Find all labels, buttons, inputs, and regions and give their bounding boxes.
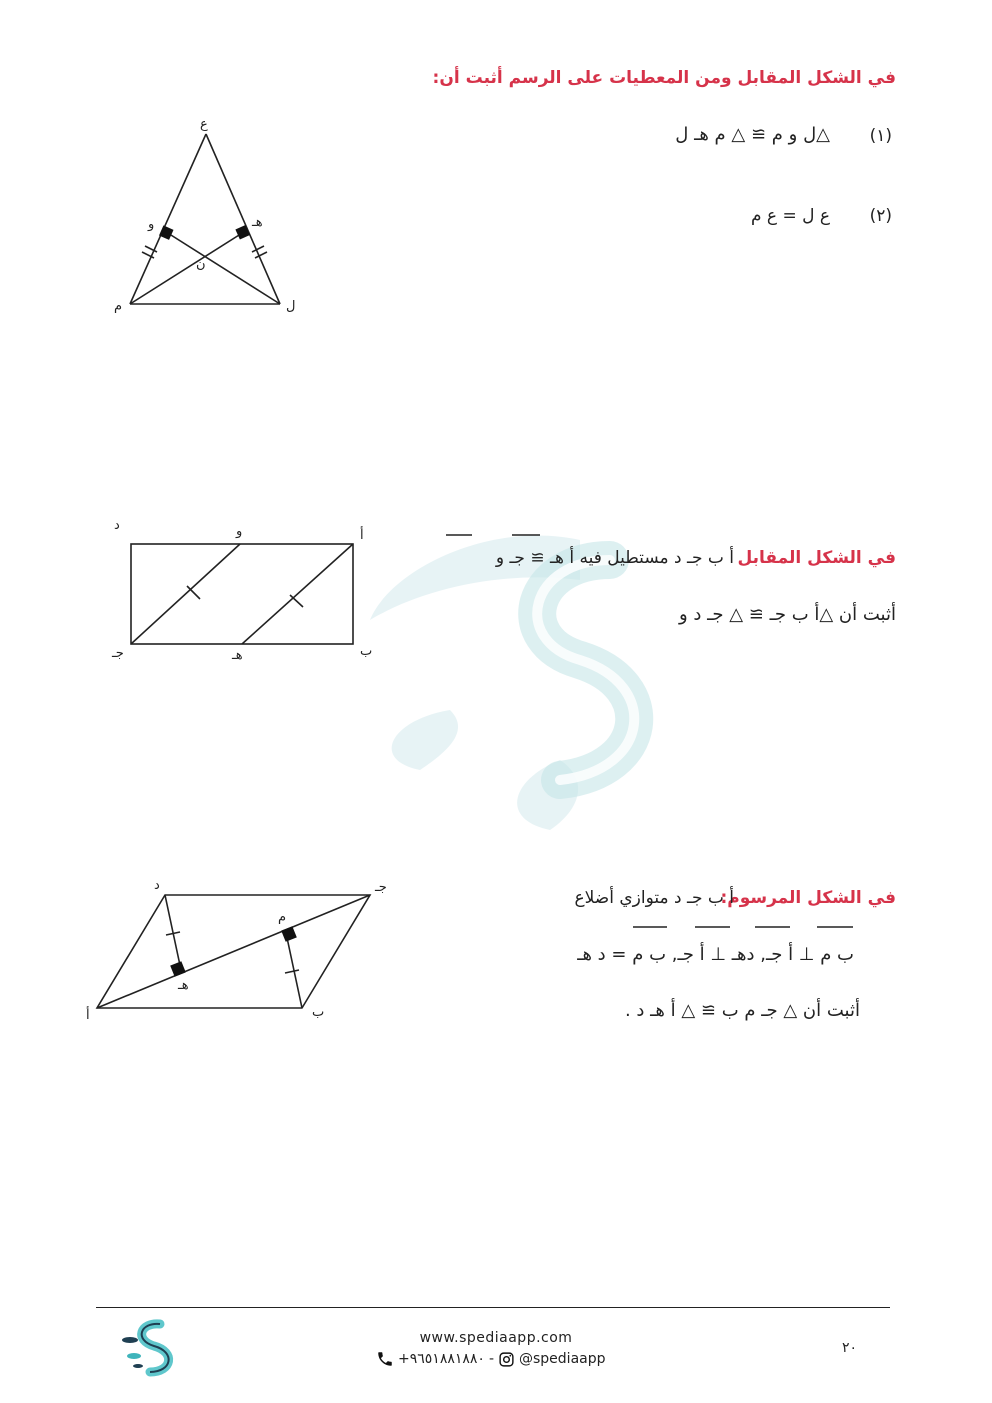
page-number: ٢٠ — [842, 1340, 858, 1356]
label-ain: ع — [200, 117, 208, 132]
problem1-item1-number: (١) — [869, 126, 892, 146]
label-meem: م — [278, 910, 287, 925]
spedia-logo — [110, 1318, 200, 1378]
problem3-parallelogram-figure — [80, 875, 400, 1025]
footer-separator: - — [488, 1351, 494, 1367]
problem1-triangle-figure — [100, 110, 320, 320]
footer-divider — [96, 1307, 890, 1308]
label-dal: د — [154, 878, 160, 893]
problem1-item1-statement: △ل و م ≅ △ م هـ ل — [675, 124, 830, 145]
problem2-line1: أ ب جـ د مستطيل فيه أ هـ ≅ جـ و — [495, 548, 734, 568]
label-waw: و — [236, 524, 243, 539]
problem3-line1: أ ب جـ د متوازي أضلاع — [574, 888, 734, 908]
problem1-item2-number: (٢) — [869, 206, 892, 226]
problem3-heading: في الشكل المرسوم: — [720, 888, 896, 908]
label-alef: أ — [86, 1008, 90, 1023]
label-lam: ل — [286, 299, 296, 314]
label-waw: و — [148, 217, 155, 232]
label-meem: م — [114, 299, 123, 314]
label-dal: د — [114, 518, 120, 533]
phone-icon — [376, 1350, 394, 1368]
instagram-icon — [498, 1351, 515, 1368]
label-noon: ن — [196, 257, 206, 272]
problem2-heading: في الشكل المقابل — [737, 548, 896, 568]
problem3-overline-marks — [625, 922, 865, 932]
footer-contact-row — [376, 1350, 606, 1368]
label-haa: هـ — [252, 215, 263, 230]
footer-handle[interactable]: @spediaapp — [519, 1351, 606, 1367]
problem3-line3: أثبت أن △ جـ م ب ≅ △ أ هـ د . — [624, 1000, 860, 1021]
problem3-line2: ب م ⊥ أ جـ, دهـ ⊥ أ جـ, ب م = د هـ — [577, 944, 854, 965]
problem1-item2-statement: ع ل = ع م — [750, 206, 830, 226]
label-haa: هـ — [178, 978, 189, 993]
label-jeem: جـ — [112, 646, 124, 661]
label-baa: ب — [360, 644, 373, 659]
problem1-heading: في الشكل المقابل ومن المعطيات على الرسم أثبت أن: — [432, 68, 896, 88]
label-baa: ب — [312, 1005, 325, 1020]
label-jeem: جـ — [375, 880, 387, 895]
footer-website[interactable]: www.spediaapp.com — [419, 1330, 573, 1346]
label-haa: هـ — [232, 648, 243, 663]
problem2-overline-marks — [440, 530, 550, 540]
problem2-rectangle-figure — [100, 515, 390, 665]
problem2-line2: أثبت أن △أ ب جـ ≅ △ جـ د و — [678, 604, 896, 625]
footer-phone[interactable]: +٩٦٥١٨٨١٨٨٠ — [398, 1351, 485, 1367]
label-alef: أ — [360, 528, 364, 543]
